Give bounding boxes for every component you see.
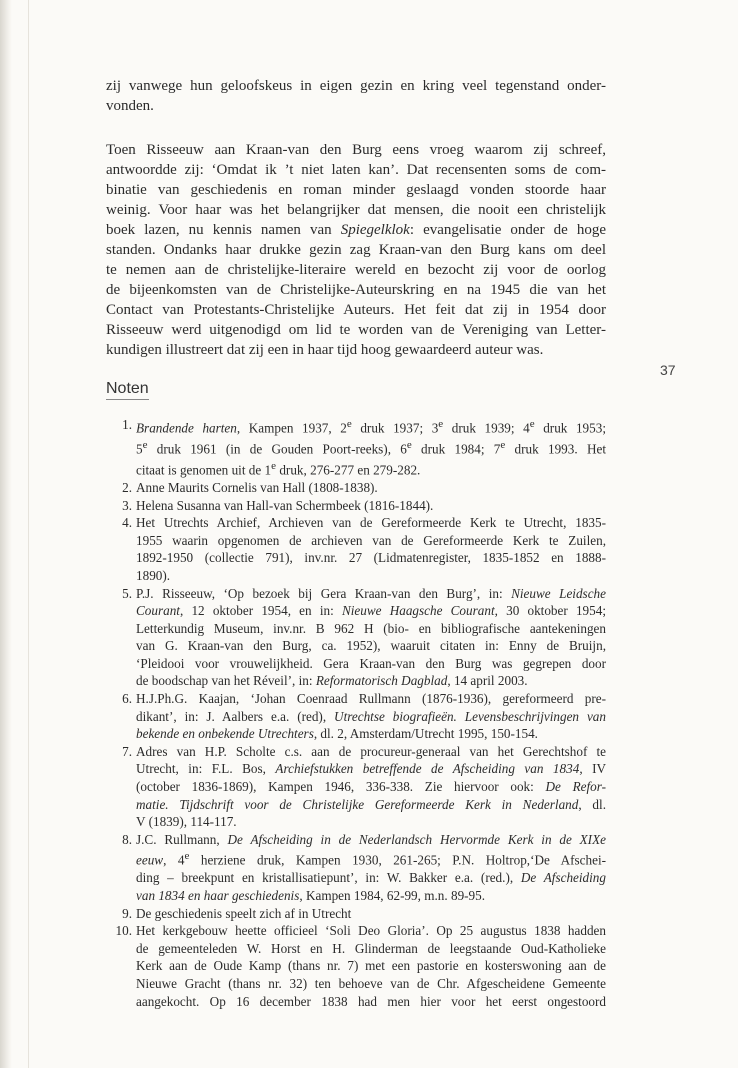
note-line: de gemeenteleden W. Horst en H. Glinderman de leegstaande Oud-Katholieke: [136, 940, 606, 956]
newspaper-title: Nieuwe Leidsche: [511, 585, 606, 601]
text-run: citaat is genomen uit de 1: [136, 462, 272, 478]
note-number: 5.: [122, 585, 132, 601]
note-7: [106, 743, 606, 831]
superscript: e: [346, 418, 352, 430]
note-line: [136, 831, 606, 849]
note-number: 4.: [122, 515, 132, 531]
text-line: te nemen aan de christelijke-literaire wereld en bezocht zij voor de oorlog: [106, 262, 606, 278]
journal-title: matie. Tijdschrift voor de Christelijke Gereformeerde Kerk in Nederland: [136, 796, 579, 812]
text-run: : evangelisatie onder de hoge: [409, 222, 607, 238]
text-run: , dl. 2, Amsterdam/Utrecht 1995, 150-154.: [313, 726, 538, 742]
text-run: boek lazen, nu kennis namen van: [106, 222, 341, 238]
text-line: binatie van geschiedenis en roman minder geslaagd vonden stoorde haar: [106, 182, 606, 198]
text-run: , 14 april 2003.: [447, 673, 528, 689]
note-line: [136, 778, 606, 796]
superscript: e: [438, 418, 444, 430]
newspaper-title: Courant: [136, 603, 180, 619]
superscript: e: [500, 438, 506, 451]
text-line: Toen Risseeuw aan Kraan-van den Burg eens vroeg waarom zij schreef,: [106, 142, 606, 158]
text-line: [106, 220, 606, 240]
note-9: [106, 905, 606, 923]
superscript: e: [142, 438, 148, 451]
note-number: 1.: [122, 417, 132, 432]
book-title: Brandende harten: [136, 420, 237, 436]
body-paragraph-2: [106, 140, 606, 360]
text-run: , dl.: [578, 796, 606, 812]
note-line: [136, 416, 606, 437]
binding-line: [28, 0, 29, 1068]
text-run: de boodschap van het Réveil’, in:: [136, 673, 316, 689]
book-title: Utrechtse biografieën. Levensbeschrijvingen van: [334, 708, 606, 724]
note-5: [106, 585, 606, 691]
note-line: [136, 585, 606, 603]
note-number: 6.: [122, 691, 132, 707]
note-line: aangekocht. Op 16 december 1838 had men hier voor het eerst ongestoord: [136, 993, 606, 1009]
note-2: [106, 479, 606, 497]
text-run: , IV: [579, 761, 606, 777]
note-number: 7.: [122, 743, 132, 759]
text-run: , Kampen 1937, 2: [236, 420, 347, 436]
note-8: [106, 831, 606, 905]
note-line: [136, 760, 606, 778]
note-line: Kerk aan de Oude Kamp (thans nr. 7) met een pastorie en kosterswoning aan de: [136, 958, 606, 974]
note-line: Helena Susanna van Hall-van Schermbeek (1816-1844).: [136, 497, 434, 513]
note-3: [106, 497, 606, 515]
note-line: [136, 708, 606, 726]
note-number: 9.: [122, 905, 132, 921]
note-number: 2.: [122, 479, 132, 495]
text-run: druk 1939; 4: [443, 420, 530, 436]
text-line: vonden.: [106, 98, 154, 114]
note-line: ‘Pleidooi voor vrouwelijkheid. Gera Kraan-van den Burg was gegrepen door: [136, 655, 606, 671]
text-line: standen. Ondanks haar drukke gezin zag Kraan-van den Burg kans om deel: [106, 242, 606, 258]
note-line: De geschiedenis speelt zich af in Utrecht: [136, 905, 352, 921]
body-paragraph-1: [106, 76, 606, 116]
text-line: weinig. Voor haar was het belangrijker dat mensen, die nooit een christelijk: [106, 202, 606, 218]
book-title: De Afscheiding in de Nederlandsch Hervormde Kerk in de XIXe: [227, 831, 606, 847]
note-line: [136, 887, 606, 905]
notes-heading: Noten: [106, 380, 149, 400]
text-run: druk 1961 (in de Gouden Poort-reeks), 6: [147, 441, 407, 457]
book-title: van 1834 en haar geschiedenis: [136, 888, 300, 903]
note-line: [136, 437, 606, 458]
book-title: bekende en onbekende Utrechters: [136, 726, 314, 742]
text-run: druk 1993. Het: [505, 441, 606, 457]
note-line: Het kerkgebouw heette officieel ‘Soli Deo Gloria’. Op 25 augustus 1838 hadden: [136, 923, 606, 939]
book-title: eeuw: [136, 852, 164, 868]
text-run: , Kampen 1984, 62-99, m.n. 89-95.: [299, 888, 486, 903]
note-line: van G. Kraan-van den Burg, ca. 1952), waaruit citaten in: Enny de Bruijn,: [136, 638, 606, 654]
text-line: antwoordde zij: ‘Omdat ik ’t niet laten kan’. Dat recensenten soms de com-: [106, 162, 606, 178]
note-line: [136, 848, 606, 869]
note-line: H.J.Ph.G. Kaajan, ‘Johan Coenraad Rullmann (1876-1936), gereformeerd pre-: [136, 691, 606, 707]
note-number: 3.: [122, 497, 132, 513]
book-title: De Afscheiding: [520, 870, 606, 886]
note-line: 1890).: [136, 567, 171, 583]
page-number: 37: [660, 362, 676, 378]
text-line: Risseeuw werd uitgenodigd om lid te worden van de Vereniging van Letter-: [106, 322, 606, 338]
page-gutter-shadow: [0, 0, 12, 1068]
text-line: Contact van Protestants-Christelijke Auteurs. Het feit dat zij in 1954 door: [106, 302, 606, 318]
note-line: [136, 672, 606, 690]
newspaper-title: Reformatorisch Dagblad: [315, 673, 448, 689]
text-run: Utrecht, in: F.L. Bos,: [136, 761, 276, 777]
notes-list: [106, 416, 606, 1010]
text-run: , 4: [163, 852, 185, 868]
text-run: dikant’, in: J. Aalbers e.a. (red),: [136, 708, 335, 724]
superscript: e: [271, 459, 277, 472]
text-line: de bijeenkomsten van de Christelijke-Auteurskring en na 1945 die van het: [106, 282, 606, 298]
note-line: [136, 458, 606, 479]
note-line: [136, 796, 606, 814]
newspaper-title: Nieuwe Haagsche Courant: [341, 603, 495, 619]
book-title: Spiegelklok: [340, 222, 410, 238]
note-line: Letterkundig Museum, inv.nr. B 962 H (bio- en bibliografische aantekeningen: [136, 620, 606, 636]
note-line: Het Utrechts Archief, Archieven van de Gereformeerde Kerk te Utrecht, 1835-: [136, 515, 606, 531]
note-number: 8.: [122, 831, 132, 847]
note-line: [136, 602, 606, 620]
text-run: 5: [136, 441, 143, 457]
superscript: e: [406, 438, 412, 451]
text-run: P.J. Risseeuw, ‘Op bezoek bij Gera Kraan-van den Burg’, in:: [136, 585, 512, 601]
text-line: kundigen illustreert dat zij een in haar tijd hoog gewaardeerd auteur was.: [106, 342, 544, 358]
text-line: zij vanwege hun geloofskeus in eigen gezin en kring veel tegenstand onder-: [106, 78, 606, 94]
book-title: Archiefstukken betreffende de Afscheiding van 1834: [275, 761, 580, 777]
text-run: druk 1984; 7: [411, 441, 501, 457]
note-1: [106, 416, 606, 479]
text-run: (october 1836-1869), Kampen 1946, 336-338. Zie hiervoor ook:: [136, 779, 546, 795]
note-line: 1955 waarin opgenomen de archieven van de Gereformeerde Kerk te Zuilen,: [136, 532, 606, 548]
text-run: druk 1953;: [534, 420, 606, 436]
note-line: V (1839), 114-117.: [136, 814, 237, 830]
text-run: , 30 oktober 1954;: [494, 603, 607, 619]
text-run: , 12 oktober 1954, en in:: [179, 603, 342, 619]
superscript: e: [184, 850, 190, 863]
text-run: herziene druk, Kampen 1930, 261-265; P.N. Holtrop,‘De Afschei-: [189, 852, 607, 868]
note-10: [106, 922, 606, 1010]
journal-title: De Refor-: [545, 779, 606, 795]
note-line: Anne Maurits Cornelis van Hall (1808-1838).: [136, 479, 378, 495]
text-run: druk 1937; 3: [351, 420, 439, 436]
text-run: ding – breekpunt en kristallisatiepunt’, in: W. Bakker e.a. (red.),: [136, 870, 521, 886]
note-6: [106, 690, 606, 743]
text-run: J.C. Rullmann,: [136, 831, 228, 847]
superscript: e: [529, 418, 535, 430]
note-line: 1892-1950 (collectie 791), inv.nr. 27 (Lidmatenregister, 1835-1852 en 1888-: [136, 550, 606, 566]
note-4: [106, 514, 606, 584]
note-line: Adres van H.P. Scholte c.s. aan de procureur-generaal van het Gerechtshof te: [136, 743, 606, 759]
note-line: [136, 869, 606, 887]
note-line: [136, 725, 606, 743]
note-line: Nieuwe Gracht (thans nr. 32) ten behoeve van de Chr. Afgescheidene Gemeente: [136, 975, 606, 991]
text-run: druk, 276-277 en 279-282.: [276, 462, 421, 478]
note-number: 10.: [115, 923, 132, 939]
